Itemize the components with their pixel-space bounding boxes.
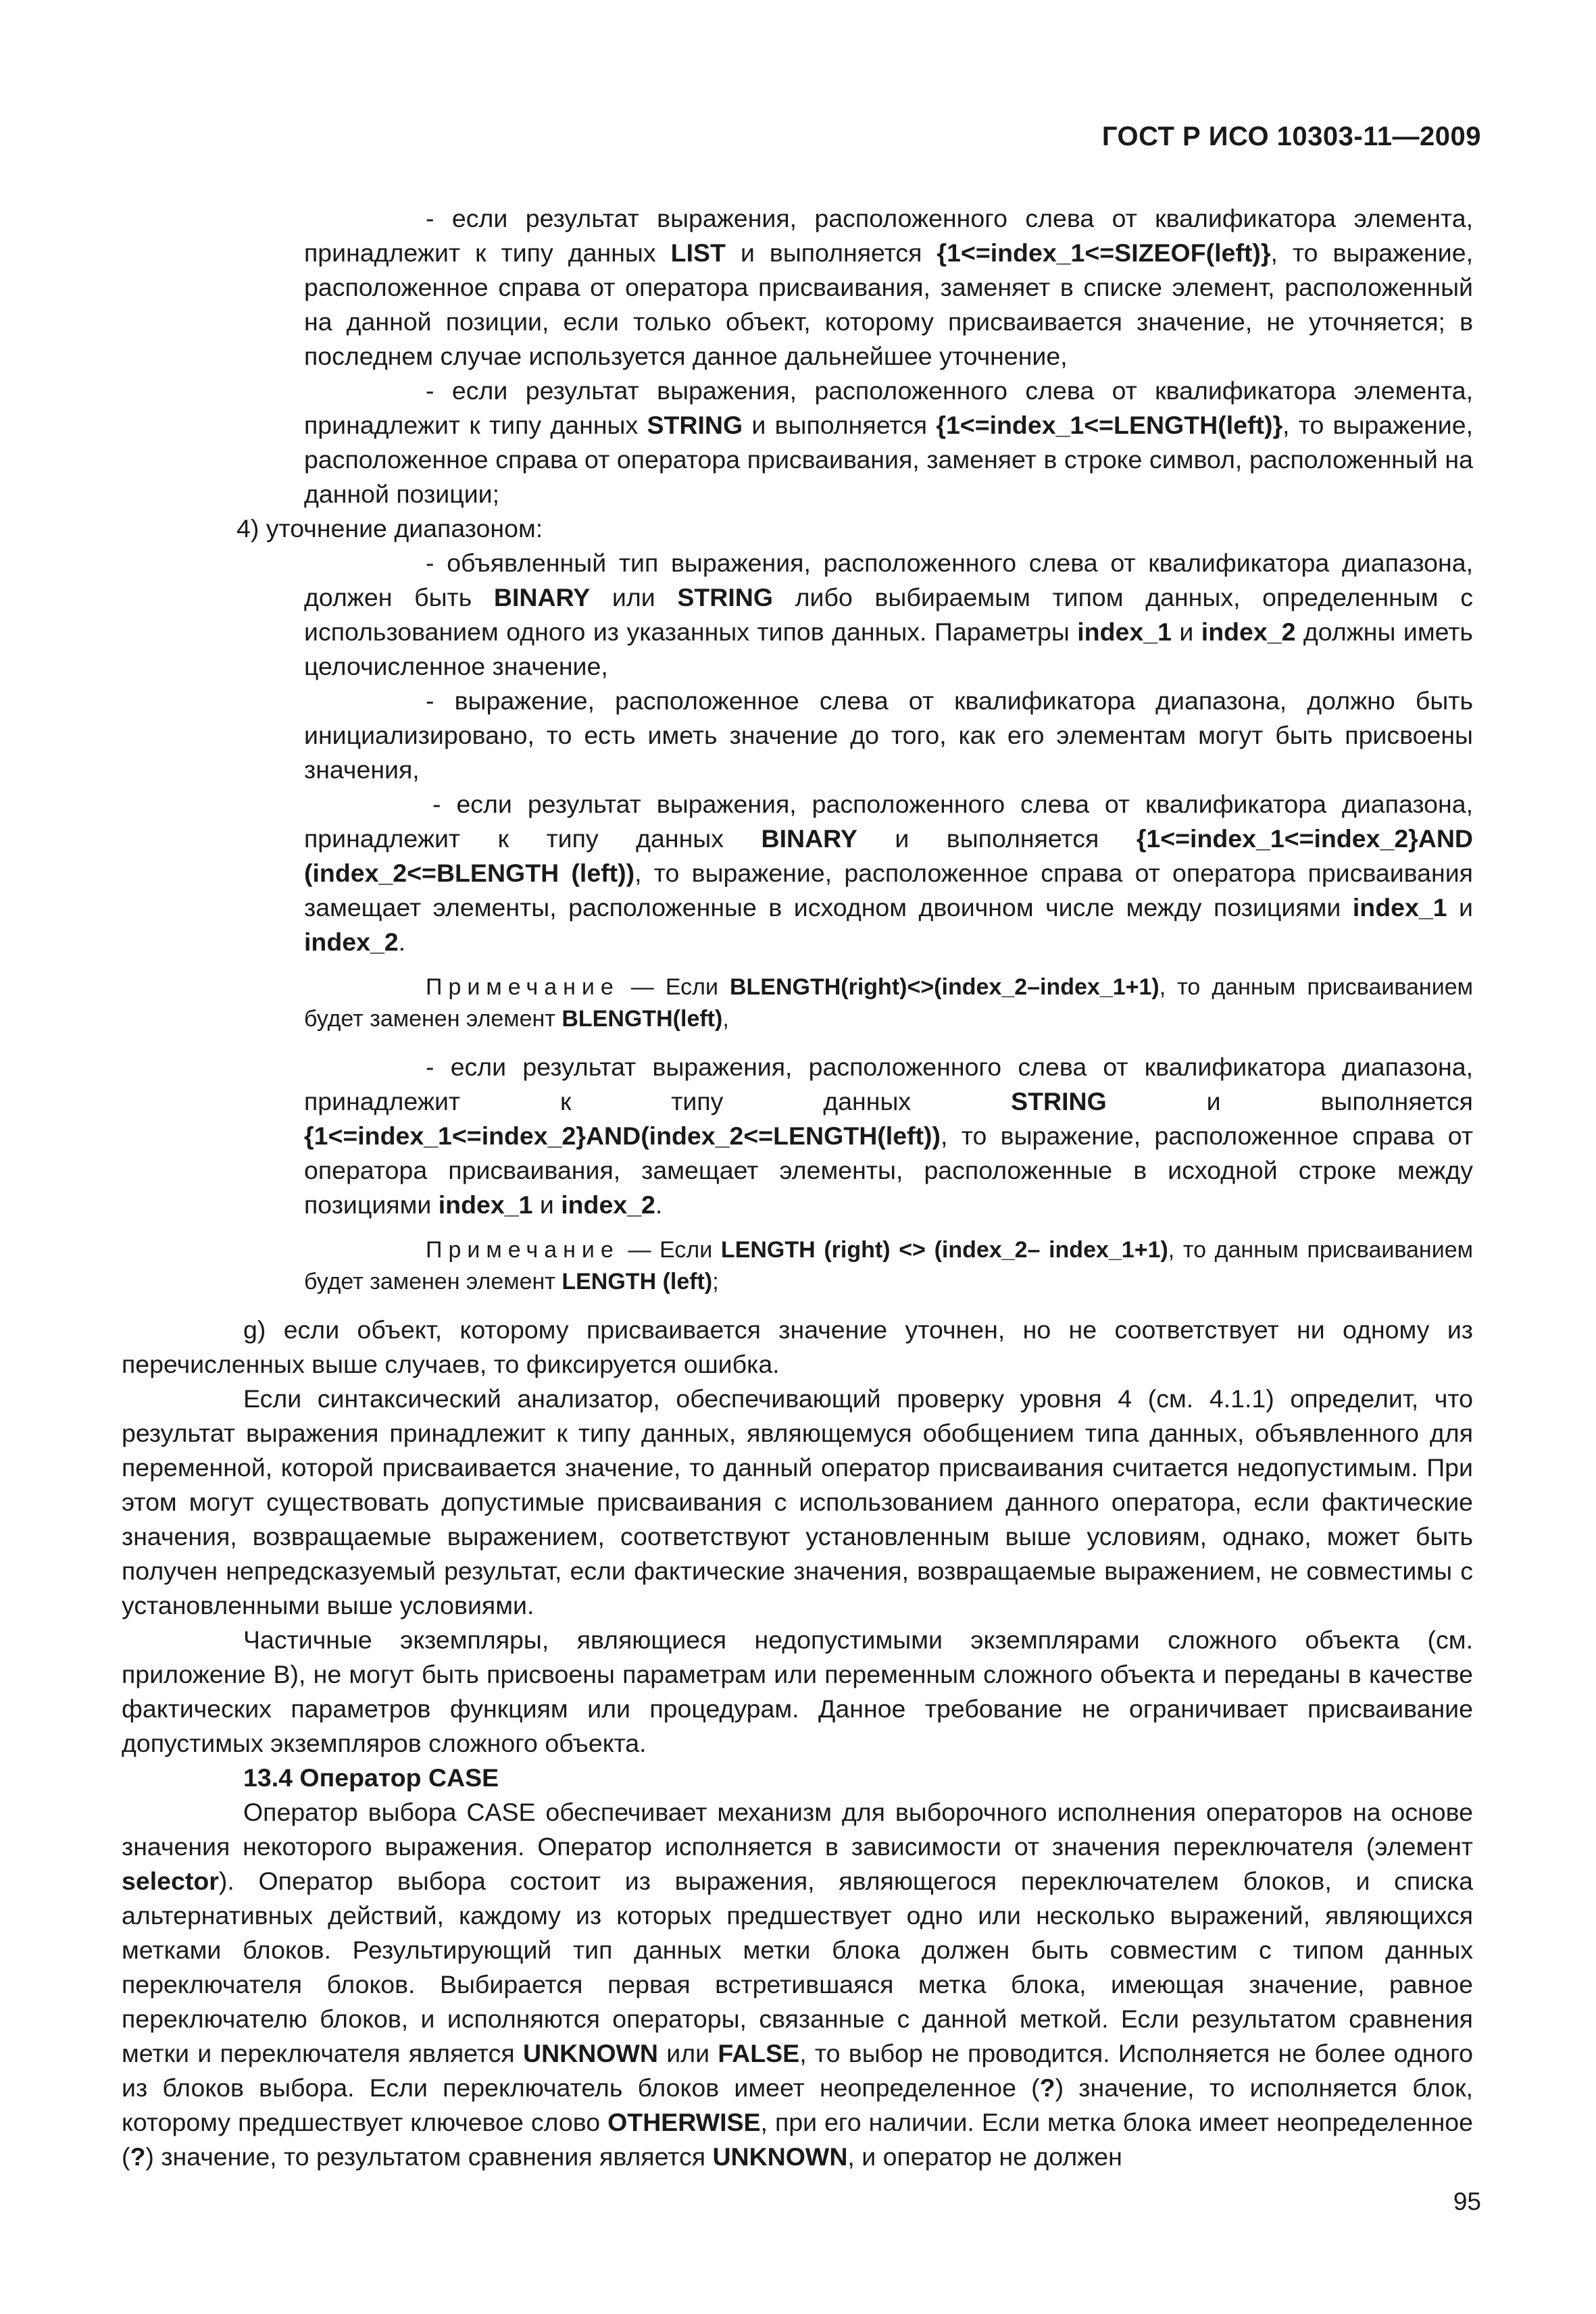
paragraph-error-case: g) если объект, которому присваивается значение уточнен, но не соответствует ни одному из перечисленных выше случаев, то фиксируется ошибка. [122, 1315, 1473, 1378]
keyword: index_2 [1201, 618, 1296, 646]
text: ; [712, 1269, 719, 1294]
paragraph-string-index [122, 374, 1473, 511]
note-length [122, 1234, 1473, 1298]
keyword: OTHERWISE [607, 2108, 761, 2136]
text: . [398, 928, 406, 956]
paragraph-range-type [122, 546, 1473, 684]
text: ) значение, то результатом сравнения является [145, 2142, 713, 2171]
text: , то данным присваиванием будет заменен элемент [304, 1237, 1473, 1294]
text: - если результат выражения, расположенного слева от квалификатора элемента, принадлежит к типу данных [304, 204, 1473, 267]
code-expression: LENGTH (left) [562, 1269, 713, 1294]
paragraph-range-string [122, 1050, 1473, 1222]
text: - объявленный тип выражения, расположенного слева от квалификатора диапазона, должен быть [304, 549, 1473, 611]
note-label: Примечание [426, 1237, 620, 1263]
keyword: BINARY [493, 583, 591, 611]
text: ) значение, то исполняется блок, которому предшествует ключевое слово [122, 2073, 1473, 2136]
keyword: index_1 [1352, 893, 1447, 922]
code-expression: BLENGTH(left) [562, 1006, 723, 1032]
code-expression: {1<=index_1<=LENGTH(left)} [936, 411, 1283, 439]
note-blength [122, 972, 1473, 1035]
page-content [122, 201, 1473, 2174]
section-title: 13.4 Оператор CASE [243, 1763, 499, 1792]
text: либо выбираемым типом данных, определенным с использованием одного из указанных типов данных. Параметры [304, 583, 1473, 646]
note-label: Примечание [426, 974, 620, 1000]
text: , то выражение, расположенное справа от оператора присваивания, замещает элементы, расположенные в исходной строке между позициями [304, 1122, 1473, 1219]
keyword: STRING [1011, 1087, 1107, 1115]
text: , [722, 1006, 729, 1032]
text: , и оператор не должен [847, 2142, 1122, 2171]
text: , то выражение, расположенное справа от оператора присваивания замещает элементы, расположенные в исходном двоичном числе между позициями [304, 859, 1473, 922]
document-header: ГОСТ Р ИСО 10303-11—2009 [1101, 122, 1481, 151]
text: - если результат выражения, расположенного слева от квалификатора диапазона, принадлежит к типу данных [304, 790, 1473, 853]
text: и выполняется [743, 411, 937, 439]
text: , то данным присваиванием будет заменен элемент [304, 974, 1473, 1032]
text: ). Оператор выбора состоит из выражения, являющегося переключателем блоков, и списка альтернативных действий, каждому из которых предшествует одно или несколько выражений, являющихся метками блоков. Результирующий тип данных метки блока должен быть совместим с типом данных переключателя блоков. Выбирается первая встретившаяся метка блока, имеющая значение, равное переключателю блоков, и исполняются операторы, связанные с данной меткой. Если результатом сравнения метки и переключателя является [122, 1867, 1473, 2067]
keyword: ? [1039, 2073, 1055, 2102]
paragraph-partial-instances: Частичные экземпляры, являющиеся недопустимыми экземплярами сложного объекта (см. приложение В), не могут быть присвоены параметрам или переменным сложного объекта и переданы в качестве фактических параметров функциям или процедурам. Данное требование не ограничивает присваивание допустимых экземпляров сложного объекта. [122, 1626, 1473, 1757]
keyword: index_2 [561, 1190, 655, 1219]
text: и выполняется [857, 824, 1137, 853]
keyword: FALSE [718, 2039, 800, 2067]
text: и [1171, 618, 1201, 646]
text: или [657, 2039, 718, 2067]
text: должны иметь целочисленное значение, [304, 618, 1473, 680]
text: - если результат выражения, расположенного слева от квалификатора диапазона, принадлежит к типу данных [304, 1053, 1473, 1115]
code-expression: {1<=index_1<=SIZEOF(left)} [937, 238, 1271, 267]
paragraph-parser-level4: Если синтаксический анализатор, обеспечивающий проверку уровня 4 (см. 4.1.1) определит, что результат выражения принадлежит к типу данных, являющемуся обобщением типа данных, объявленного для переменной, которой присваивается значение, то данный оператор присваивания считается недопустимым. При этом могут существовать допустимые присваивания с использованием данного оператора, если фактические значения, возвращаемые выражением, соответствуют установленным выше условиям, однако, может быть получен непредсказуемый результат, если фактические значения, возвращаемые выражением, не совместимы с установленными выше условиями. [122, 1384, 1473, 1619]
text: - если результат выражения, расположенного слева от квалификатора элемента, принадлежит к типу данных [304, 376, 1473, 439]
text: , при его наличии. Если метка блока имеет неопределенное ( [122, 2108, 1473, 2171]
keyword: STRING [677, 583, 774, 611]
paragraph-range-binary [122, 787, 1473, 959]
keyword: UNKNOWN [523, 2039, 658, 2067]
keyword: LIST [670, 238, 726, 267]
keyword: index_1 [438, 1190, 533, 1219]
paragraph-range-init: - выражение, расположенное слева от квалификатора диапазона, должно быть инициализировано, то есть иметь значение до того, как его элементам могут быть присвоены значения, [304, 686, 1473, 784]
text: и [1447, 893, 1473, 922]
text: , то выражение, расположенное справа от оператора присваивания, заменяет в строке символ, расположенный на данной позиции; [304, 411, 1474, 508]
text: и выполняется [725, 238, 937, 267]
keyword: STRING [647, 411, 743, 439]
code-expression: {1<=index_1<=index_2}AND (index_2<=BLENGTH (left)) [304, 824, 1474, 887]
keyword: UNKNOWN [712, 2142, 848, 2171]
code-expression: LENGTH (right) <> (index_2– index_1+1) [720, 1237, 1168, 1263]
text: — Если [619, 974, 730, 1000]
keyword: selector [122, 1867, 219, 1895]
text: и [532, 1190, 562, 1219]
page-number: 95 [1453, 2188, 1481, 2215]
text: . [655, 1190, 663, 1219]
keyword: index_1 [1077, 618, 1172, 646]
text: и выполняется [1106, 1087, 1473, 1115]
text: , то выражение, расположенное справа от оператора присваивания, заменяет в списке элемент, расположенный на данной позиции, если только объект, которому присваивается значение, не уточняется; в последнем случае используется данное дальнейшее уточнение, [304, 238, 1473, 370]
text: , то выбор не проводится. Исполняется не более одного из блоков выбора. Если переключатель блоков имеет неопределенное ( [122, 2039, 1473, 2102]
code-expression: {1<=index_1<=index_2}AND(index_2<=LENGTH(left)) [304, 1122, 941, 1150]
code-expression: BLENGTH(right)<>(index_2–index_1+1) [729, 974, 1159, 1000]
paragraph-list-index [122, 201, 1473, 374]
text: Оператор выбора CASE обеспечивает механизм для выборочного исполнения операторов на основе значения некоторого выражения. Оператор исполняется в зависимости от значения переключателя (элемент [122, 1798, 1473, 1861]
keyword: index_2 [304, 928, 399, 956]
keyword: BINARY [761, 824, 857, 853]
keyword: ? [130, 2142, 146, 2171]
text: — Если [619, 1237, 721, 1263]
text: или [590, 583, 678, 611]
paragraph-case-statement [122, 1795, 1473, 2174]
list-item-range-qualifier: 4) уточнение диапазоном: [236, 514, 543, 543]
